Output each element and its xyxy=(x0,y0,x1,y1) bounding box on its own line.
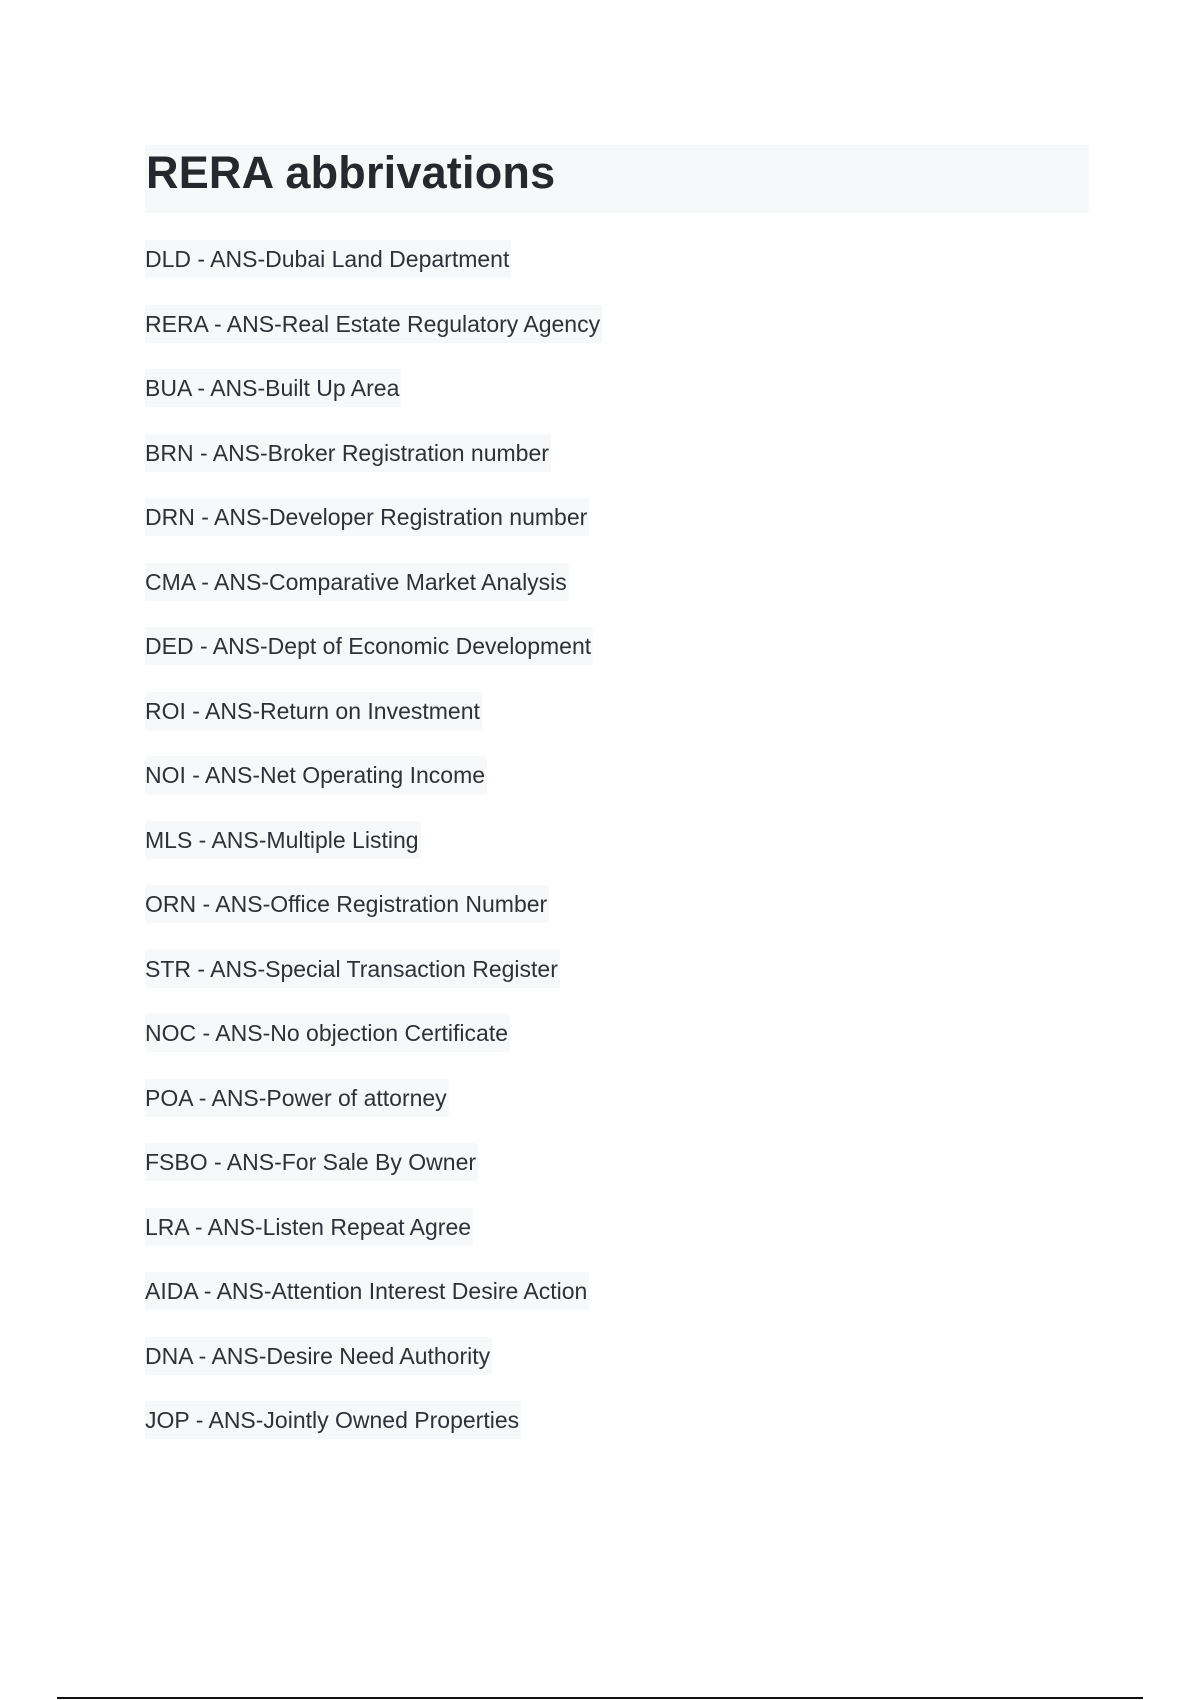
abbreviation-entry: NOC - ANS-No objection Certificate xyxy=(145,1014,510,1052)
list-item xyxy=(145,1401,602,1466)
list-item xyxy=(145,950,602,1015)
page-title: RERA abbrivations xyxy=(146,147,556,198)
abbreviation-entry: RERA - ANS-Real Estate Regulatory Agency xyxy=(145,305,602,343)
abbreviation-entry: BRN - ANS-Broker Registration number xyxy=(145,434,551,472)
list-item xyxy=(145,885,602,950)
list-item xyxy=(145,692,602,757)
abbreviation-entry: AIDA - ANS-Attention Interest Desire Action xyxy=(145,1272,589,1310)
list-item xyxy=(145,305,602,370)
abbreviation-entry: FSBO - ANS-For Sale By Owner xyxy=(145,1143,478,1181)
list-item xyxy=(145,627,602,692)
abbreviation-list xyxy=(145,240,602,1466)
list-item xyxy=(145,498,602,563)
abbreviation-entry: CMA - ANS-Comparative Market Analysis xyxy=(145,563,569,601)
list-item xyxy=(145,756,602,821)
abbreviation-entry: NOI - ANS-Net Operating Income xyxy=(145,756,487,794)
list-item xyxy=(145,434,602,499)
list-item xyxy=(145,240,602,305)
footer-divider xyxy=(57,1697,1143,1699)
abbreviation-entry: STR - ANS-Special Transaction Register xyxy=(145,950,560,988)
list-item xyxy=(145,1079,602,1144)
list-item xyxy=(145,1272,602,1337)
abbreviation-entry: ROI - ANS-Return on Investment xyxy=(145,692,482,730)
abbreviation-entry: DNA - ANS-Desire Need Authority xyxy=(145,1337,492,1375)
abbreviation-entry: MLS - ANS-Multiple Listing xyxy=(145,821,421,859)
abbreviation-entry: BUA - ANS-Built Up Area xyxy=(145,369,401,407)
abbreviation-entry: DRN - ANS-Developer Registration number xyxy=(145,498,589,536)
abbreviation-entry: DED - ANS-Dept of Economic Development xyxy=(145,627,593,665)
abbreviation-entry: JOP - ANS-Jointly Owned Properties xyxy=(145,1401,521,1439)
list-item xyxy=(145,1143,602,1208)
abbreviation-entry: POA - ANS-Power of attorney xyxy=(145,1079,449,1117)
abbreviation-entry: ORN - ANS-Office Registration Number xyxy=(145,885,549,923)
list-item xyxy=(145,563,602,628)
list-item xyxy=(145,1208,602,1273)
list-item xyxy=(145,369,602,434)
list-item xyxy=(145,821,602,886)
list-item xyxy=(145,1337,602,1402)
abbreviation-entry: LRA - ANS-Listen Repeat Agree xyxy=(145,1208,473,1246)
list-item xyxy=(145,1014,602,1079)
abbreviation-entry: DLD - ANS-Dubai Land Department xyxy=(145,240,511,278)
